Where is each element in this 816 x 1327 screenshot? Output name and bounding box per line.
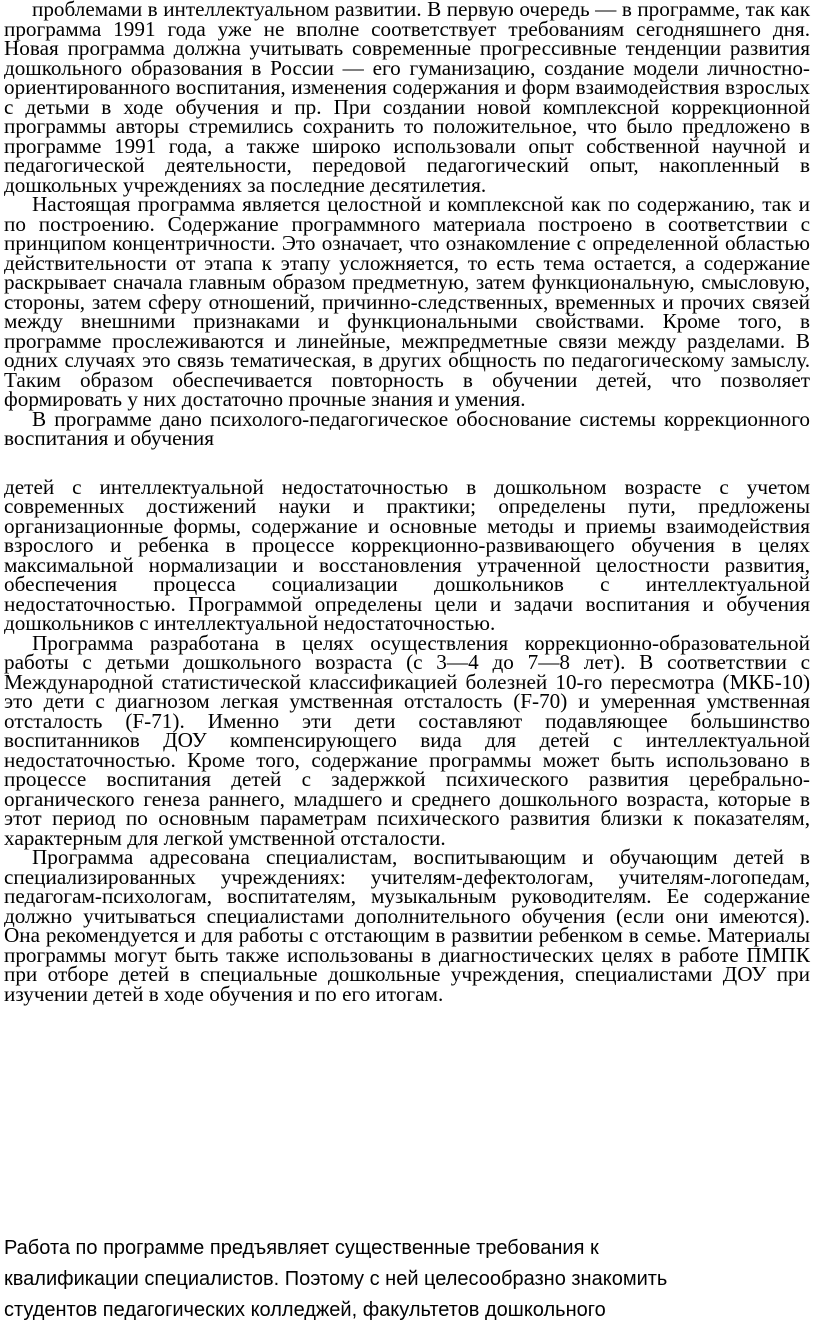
paragraph-continuation: проблемами в интеллектуальном развитии. В первую очередь — в программе, так как программа 1991 года уже не вполне соответствует требованиям сегодняшнего дня. Новая программа должна учитывать современные прогрессивные тенденции развития дошкольного образования в России — его гуманизацию, создание модели личностно-ориентированного воспитания, изменения содержания и форм взаимодействия взрослых с детьми в ходе обучения и пр. При создании новой комплексной коррекционной программы авторы стремились сохранить то положительное, что было предложено в программе 1991 года, а также широко использовали опыт собственной научной и педагогической деятельности, передовой педагогический опыт, накопленный в дошкольных учреждениях за последние десятилетия.	[4, 0, 810, 197]
footer-paragraph	[4, 1233, 810, 1326]
paragraph-program-structure: Настоящая программа является целостной и комплексной как по содержанию, так и по построению. Содержание программного материала построено в соответствии с принципом концентричности. Это означает, что ознакомление с определенной областью действительности от этапа к этапу усложняется, то есть тема остается, а содержание раскрывает сначала главным образом предметную, затем функциональную, смысловую, стороны, затем сферу отношений, причинно-следственных, временных и прочих связей между внешними признаками и функциональными свойствами. Кроме того, в программе прослеживаются и линейные, межпредметные связи между разделами. В одних случаях это связь тематическая, в других общность по педагогическому замыслу. Таким образом обеспечивается повторность в обучении детей, что позволяет формировать у них достаточно прочные знания и умения.	[4, 192, 810, 411]
paragraph-target-age: Программа разработана в целях осуществления коррекционно-образовательной работы с детьми дошкольного возраста (с 3—4 до 7—8 лет). В соответствии с Международной статистической классификацией болезней 10-го пересмотра (МКБ-10) это дети с диагнозом легкая умственная отсталость (F-70) и умеренная умственная отсталость (F-71). Именно эти дети составляют подавляющее большинство воспитанников ДОУ компенсирующего вида для детей с интеллектуальной недостаточностью. Кроме того, содержание программы может быть использовано в процессе воспитания детей с задержкой психического развития церебрально-органического генеза раннего, младшего и среднего дошкольного возраста, которые в этот период по основным параметрам психического развития близки к показателям, характерным для легкой умственной отсталости.	[4, 630, 810, 850]
footer-line-3: студентов педагогических колледжей, факультетов дошкольного	[4, 1299, 606, 1321]
text-block-2	[4, 474, 810, 1006]
text-block-1	[4, 0, 810, 449]
paragraph-audience: Программа адресована специалистам, воспитывающим и обучающим детей в специализированных учреждениях: учителям-дефектологам, учителям-логопедам, педагогам-психологам, воспитателям, музыкальным руководителям. Ее содержание должно учитываться специалистами дополнительного обучения (если они имеются). Она рекомендуется и для работы с отстающим в развитии ребенком в семье. Материалы программы могут быть также использованы в диагностических целях в работе ПМПК при отборе детей в специальные дошкольные учреждения, специалистами ДОУ при изучении детей в ходе обучения и по его итогам.	[4, 845, 810, 1006]
paragraph-rationale-start: В программе дано психолого-педагогическое обоснование системы коррекционного воспитания и обучения	[4, 406, 810, 450]
footer-line-2: квалификации специалистов. Поэтому с ней целесообразно знакомить	[4, 1268, 668, 1290]
footer-line-1: Работа по программе предъявляет существенные требования к	[4, 1237, 599, 1259]
paragraph-rationale-cont: детей с интеллектуальной недостаточностью в дошкольном возрасте с учетом современных достижений науки и практики; определены пути, предложены организационные формы, содержание и основные методы и приемы взаимодействия взрослого и ребенка в процессе коррекционно-развивающего обучения в целях максимальной нормализации и восстановления утраченной целостности развития, обеспечения процесса социализации дошкольников с интеллектуальной недостаточностью. Программой определены цели и задачи воспитания и обучения дошкольников с интеллектуальной недостаточностью.	[4, 474, 810, 635]
paragraph-gap	[0, 449, 816, 478]
